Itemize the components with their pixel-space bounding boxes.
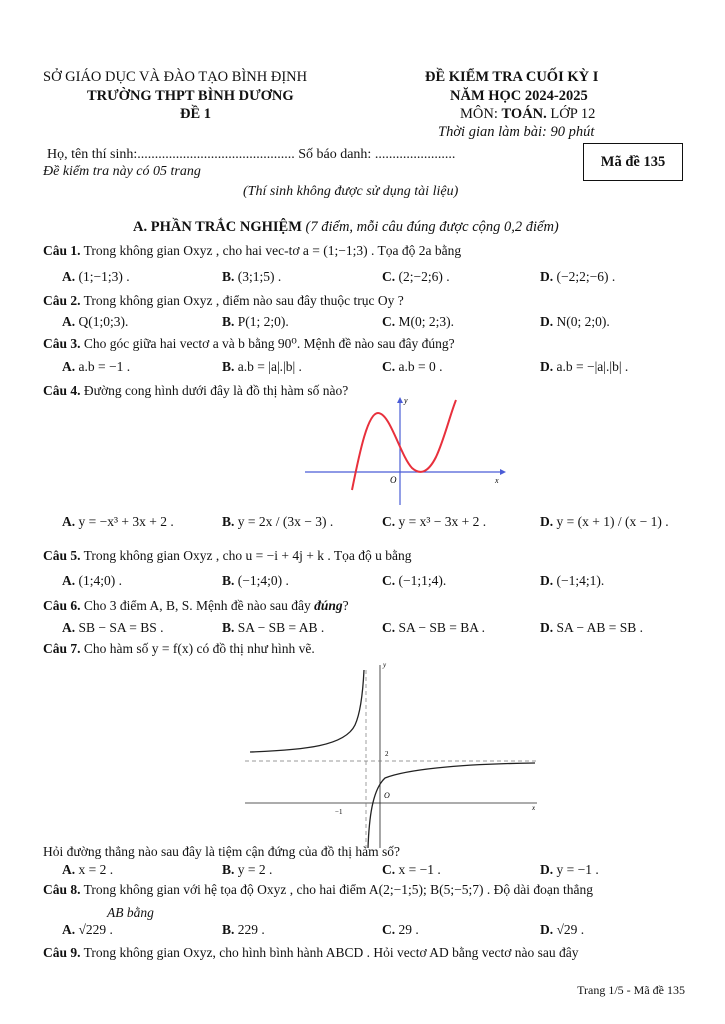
option-c[interactable]: C. (−1;1;4). [382, 573, 447, 588]
option-c[interactable]: C. SA − SB = BA . [382, 620, 486, 635]
option-a[interactable]: A. x = 2 . [62, 862, 114, 877]
option-b[interactable]: B. a.b = |a|.|b| . [222, 359, 302, 374]
question-8-cont: AB bằng [107, 905, 154, 920]
option-d[interactable]: D. √29 . [540, 922, 585, 937]
origin-label: O [384, 791, 390, 800]
section-heading [133, 219, 559, 236]
option-b[interactable]: B. (−1;4;0) . [222, 573, 289, 588]
origin-label: O [390, 475, 397, 485]
department-name: SỞ GIÁO DỤC VÀ ĐÀO TẠO BÌNH ĐỊNH [43, 69, 308, 85]
left-branch [250, 670, 364, 752]
question-3: Câu 3. Cho góc giữa hai vectơ a và b bằng 90⁰. Mệnh đề nào sau đây đúng? [43, 336, 455, 351]
question-label: Câu 1. [43, 243, 81, 258]
question-9: Câu 9. Trong không gian Oxyz, cho hình bình hành ABCD . Hỏi vectơ AD bằng vectơ nào sau đây [43, 945, 579, 960]
option-b[interactable]: B. (3;1;5) . [222, 269, 282, 284]
no-documents-note: (Thí sinh không được sử dụng tài liệu) [243, 184, 459, 199]
pages-note: Đề kiểm tra này có 05 trang [43, 164, 201, 179]
option-c[interactable]: C. 29 . [382, 922, 419, 937]
option-a[interactable]: A. y = −x³ + 3x + 2 . [62, 514, 174, 529]
option-c[interactable]: C. a.b = 0 . [382, 359, 443, 374]
y-axis-arrow [397, 397, 403, 403]
student-info-line: Họ, tên thí sinh:............................................. Số báo danh: ....................... [47, 147, 456, 162]
option-d[interactable]: D. SA − AB = SB . [540, 620, 644, 635]
option-b[interactable]: B. y = 2 . [222, 862, 273, 877]
question-7: Câu 7. Cho hàm số y = f(x) có đồ thị như hình vẽ. [43, 641, 315, 656]
exam-code-box: Mã đề 135 [583, 143, 683, 181]
right-branch [368, 763, 535, 848]
option-a[interactable]: A. (1;4;0) . [62, 573, 122, 588]
option-b[interactable]: B. SA − SB = AB . [222, 620, 325, 635]
question-1 [43, 243, 461, 259]
section-note: (7 điểm, mỗi câu đúng được cộng 0,2 điểm) [301, 219, 559, 235]
tick-y-label: 2 [385, 750, 389, 758]
question-4: Câu 4. Đường cong hình dưới đây là đồ thị hàm số nào? [43, 383, 349, 398]
question-2: Câu 2. Trong không gian Oxyz , điểm nào sau đây thuộc trục Oy ? [43, 293, 404, 308]
option-d[interactable]: D. N(0; 2;0). [540, 314, 610, 329]
cubic-curve [352, 400, 456, 490]
option-c[interactable]: C. x = −1 . [382, 862, 441, 877]
subject-prefix: MÔN: [460, 106, 502, 122]
school-name: TRƯỜNG THPT BÌNH DƯƠNG [87, 88, 294, 104]
option-d[interactable]: D. y = −1 . [540, 862, 599, 877]
option-b[interactable]: B. y = 2x / (3x − 3) . [222, 514, 334, 529]
option-c[interactable]: C. M(0; 2;3). [382, 314, 454, 329]
option-a[interactable]: A. √229 . [62, 922, 113, 937]
option-a[interactable]: A. a.b = −1 . [62, 359, 131, 374]
school-year: NĂM HỌC 2024-2025 [450, 88, 588, 104]
option-c[interactable]: C. y = x³ − 3x + 2 . [382, 514, 487, 529]
option-d[interactable]: D. y = (x + 1) / (x − 1) . [540, 514, 669, 529]
x-label: x [532, 804, 536, 812]
option-a[interactable]: A. (1;−1;3) . [62, 269, 130, 284]
section-title: A. PHẦN TRẮC NGHIỆM [133, 219, 302, 235]
option-d[interactable]: D. (−2;2;−6) . [540, 269, 616, 284]
x-axis-arrow [500, 469, 506, 475]
subject-name: TOÁN. [501, 106, 547, 122]
subject-line [460, 106, 595, 123]
y-label: y [383, 661, 387, 669]
option-c[interactable]: C. (2;−2;6) . [382, 269, 450, 284]
exam-title: ĐỀ KIỂM TRA CUỐI KỲ I [425, 69, 599, 85]
hyperbola-graph [245, 660, 545, 850]
exam-time: Thời gian làm bài: 90 phút [438, 124, 595, 140]
option-d[interactable]: D. (−1;4;1). [540, 573, 605, 588]
exam-number: ĐỀ 1 [180, 106, 212, 122]
page-footer: Trang 1/5 - Mã đề 135 [577, 983, 685, 997]
option-a[interactable]: A. SB − SA = BS . [62, 620, 164, 635]
question-5: Câu 5. Trong không gian Oxyz , cho u = −i + 4j + k . Tọa độ u bằng [43, 548, 412, 563]
option-a[interactable]: A. Q(1;0;3). [62, 314, 129, 329]
tick-x-label: −1 [335, 808, 343, 816]
question-text: Trong không gian Oxyz , cho hai vec-tơ a = (1;−1;3) . Tọa độ 2a bằng [80, 243, 462, 258]
cubic-graph [300, 395, 510, 510]
option-d[interactable]: D. a.b = −|a|.|b| . [540, 359, 629, 374]
y-label: y [404, 396, 408, 405]
option-b[interactable]: B. P(1; 2;0). [222, 314, 289, 329]
question-8: Câu 8. Trong không gian với hệ tọa độ Oxyz , cho hai điểm A(2;−1;5); B(5;−5;7) . Độ dài đoạn thẳng [43, 882, 593, 897]
question-7-ask: Hỏi đường thẳng nào sau đây là tiệm cận đứng của đồ thị hàm số? [43, 844, 400, 859]
option-b[interactable]: B. 229 . [222, 922, 265, 937]
subject-grade: LỚP 12 [546, 106, 596, 122]
x-label: x [495, 476, 499, 485]
question-6: Câu 6. Cho 3 điểm A, B, S. Mệnh đề nào sau đây đúng? [43, 598, 349, 613]
